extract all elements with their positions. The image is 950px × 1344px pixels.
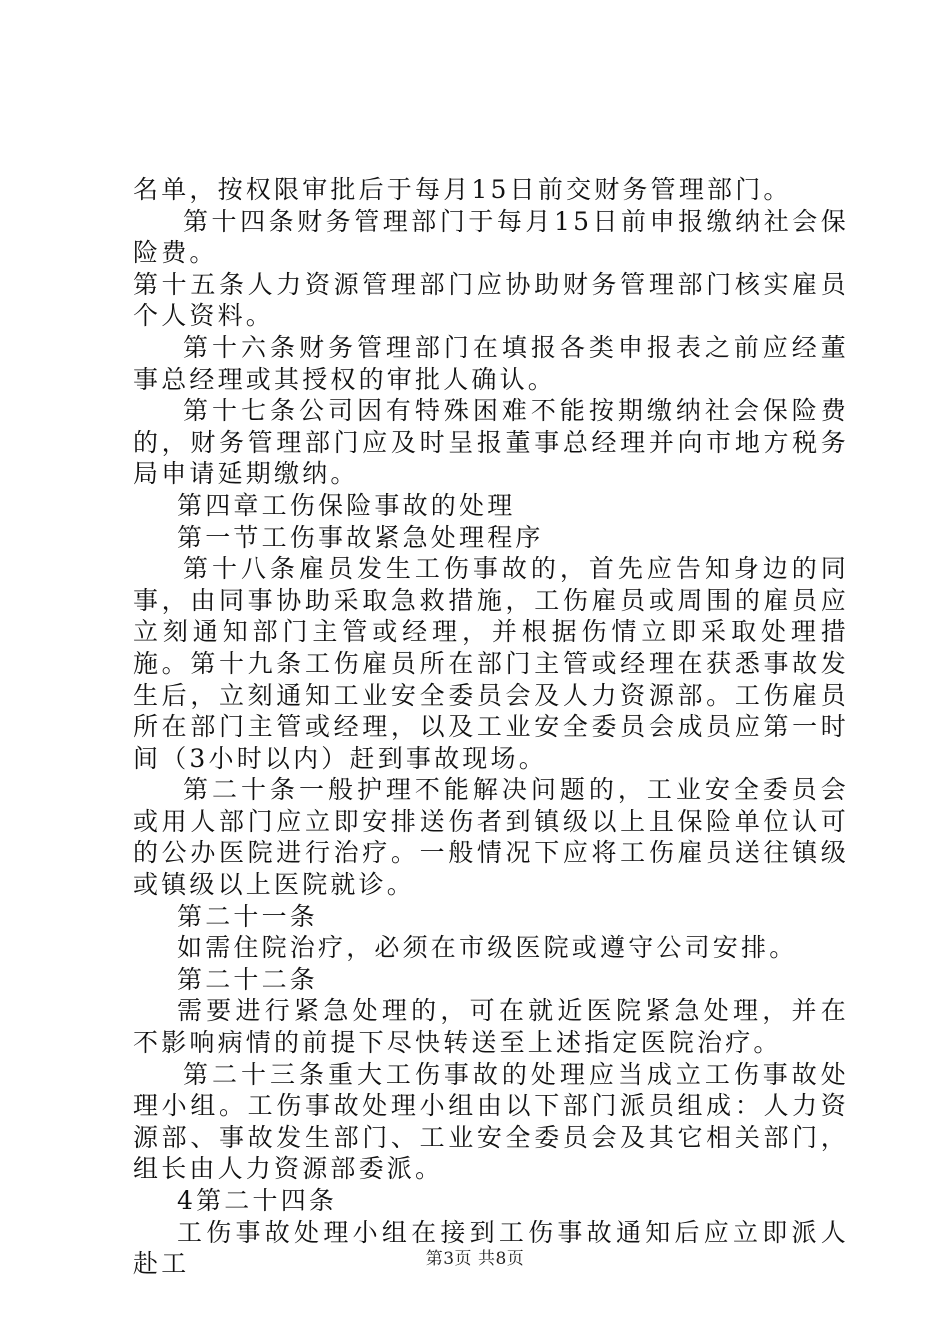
paragraph: 第二十一条 [177,901,319,931]
paragraph: 第二十二条 [177,964,319,994]
paragraph: 工伤事故处理小组在接到工伤事故通知后应立即派人赴工 [133,1217,849,1279]
paragraph: 第十四条财务管理部门于每月15日前申报缴纳社会保险费。 [133,206,849,268]
paragraph: 名单，按权限审批后于每月15日前交财务管理部门。 [133,175,792,204]
paragraph: 第二十条一般护理不能解决问题的，工业安全委员会或用人部门应立即安排送伤者到镇级以上且保险单位认可的公办医院进行治疗。一般情况下应将工伤雇员送往镇级或镇级以上医院就诊。 [133,775,849,900]
paragraph: 第十六条财务管理部门在填报各类申报表之前应经董事总经理或其授权的审批人确认。 [133,332,849,394]
paragraph: 第四章工伤保险事故的处理 [177,490,516,520]
paragraph: 第一节工伤事故紧急处理程序 [177,522,544,552]
paragraph: 第十七条公司因有特殊困难不能按期缴纳社会保险费的，财务管理部门应及时呈报董事总经理并向市地方税务局申请延期缴纳。 [133,396,849,489]
paragraph: 第二十三条重大工伤事故的处理应当成立工伤事故处理小组。工伤事故处理小组由以下部门派员组成：人力资源部、事故发生部门、工业安全委员会及其它相关部门，组长由人力资源部委派。 [133,1059,849,1184]
paragraph: 需要进行紧急处理的，可在就近医院紧急处理，并在不影响病情的前提下尽快转送至上述指定医院治疗。 [133,996,849,1058]
paragraph: 第十五条人力资源管理部门应协助财务管理部门核实雇员个人资料。 [133,269,849,331]
paragraph: 第十八条雇员发生工伤事故的，首先应告知身边的同事，由同事协助采取急救措施，工伤雇员或周围的雇员应立刻通知部门主管或经理，并根据伤情立即采取处理措施。第十九条工伤雇员所在部门主管或经理在获悉事故发生后，立刻通知工业安全委员会及人力资源部。工伤雇员所在部门主管或经理，以及工业安全委员会成员应第一时间（3小时以内）赶到事故现场。 [133,554,849,773]
paragraph: 如需住院治疗，必须在市级医院或遵守公司安排。 [177,933,798,963]
paragraph: 4第二十四条 [177,1186,338,1215]
document-body [133,174,849,1280]
page-number-footer: 第3页 共8页 [425,1249,525,1269]
